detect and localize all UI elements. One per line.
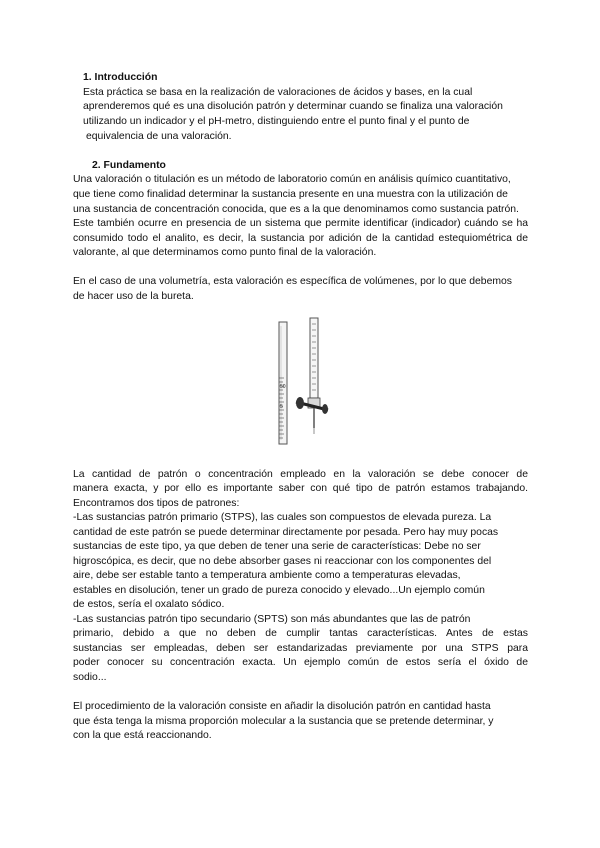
section-heading-introduccion: 1. Introducción	[83, 72, 158, 83]
paragraph-line: valorante, al que determinamos como punto final de la valoración.	[73, 247, 377, 258]
paragraph-line: cantidad de este patrón se puede determinar directamente por pesada. Pero hay muy pocas	[73, 527, 499, 538]
paragraph-line: que tiene como finalidad determinar la sustancia presente en una muestra con la utilización de	[73, 189, 508, 200]
paragraph-line: que ésta tenga la misma proporción molecular a la sustancia que se pretende determinar, y	[73, 716, 494, 727]
paragraph-line: manera exacta, y por ello es importante saber con qué tipo de patrón estamos trabajando.	[73, 483, 528, 494]
paragraph-line: higroscópica, es decir, que no debe absorber gases ni reaccionar con los componentes del	[73, 556, 492, 567]
paragraph-line: Encontramos dos tipos de patrones:	[73, 498, 240, 509]
paragraph-line: una sustancia de concentración conocida, que es a la que denominamos como sustancia patrón.	[73, 204, 519, 215]
intro-line: equivalencia de una valoración.	[86, 131, 232, 142]
burette-icon	[268, 316, 330, 448]
paragraph-line: Una valoración o titulación es un método de laboratorio común en análisis químico cuantitativo,	[73, 174, 511, 185]
intro-line: aprenderemos qué es una disolución patrón y determinar cuando se finaliza una valoración	[83, 101, 503, 112]
intro-line: utilizando un indicador y el pH-metro, distinguiendo entre el punto final y el punto de	[83, 116, 470, 127]
paragraph-line: sustancias de este tipo, ya que deben de tener una serie de características: Debe no ser	[73, 541, 481, 552]
paragraph-line: sustancias ser empleadas, deben ser estandarizadas previamente por una STPS para	[73, 643, 528, 654]
paragraph-line: Este también ocurre en presencia de un sistema que permite identificar (indicador) cuándo se ha	[73, 218, 528, 229]
section-heading-fundamento: 2. Fundamento	[92, 160, 166, 171]
intro-line: Esta práctica se basa en la realización de valoraciones de ácidos y bases, en la cual	[83, 87, 473, 98]
paragraph-line: de hacer uso de la bureta.	[73, 291, 194, 302]
paragraph-line: de estos, sería el oxalato sódico.	[73, 599, 225, 610]
paragraph-line: consumido todo el analito, es decir, la sustancia por adición de la cantidad estequiométrica de	[73, 233, 528, 244]
paragraph-line: La cantidad de patrón o concentración empleado en la valoración se debe conocer de	[73, 469, 528, 480]
paragraph-line: primario, debido a que no deben de cumplir tantas características. Antes de estas	[73, 628, 528, 639]
paragraph-line: En el caso de una volumetría, esta valoración es específica de volúmenes, por lo que debemos	[73, 276, 512, 287]
burette-image	[268, 316, 330, 448]
scale-label: 5	[280, 404, 283, 410]
paragraph-line: poder conocer su concentración exacta. Un ejemplo común de estos sería el óxido de	[73, 657, 528, 668]
paragraph-line: con la que está reaccionando.	[73, 730, 212, 741]
paragraph-line: sodio...	[73, 672, 107, 683]
paragraph-line: -Las sustancias patrón primario (STPS), las cuales son compuestos de elevada pureza. La	[73, 512, 492, 523]
paragraph-line: aire, debe ser estable tanto a temperatura ambiente como a temperaturas elevadas,	[73, 570, 461, 581]
scale-label: 50	[280, 384, 286, 390]
paragraph-line: -Las sustancias patrón tipo secundario (SPTS) son más abundantes que las de patrón	[73, 614, 471, 625]
paragraph-line: El procedimiento de la valoración consiste en añadir la disolución patrón en cantidad hasta	[73, 701, 491, 712]
paragraph-line: estables en disolución, tener un grado de pureza conocido y elevado...Un ejemplo común	[73, 585, 485, 596]
